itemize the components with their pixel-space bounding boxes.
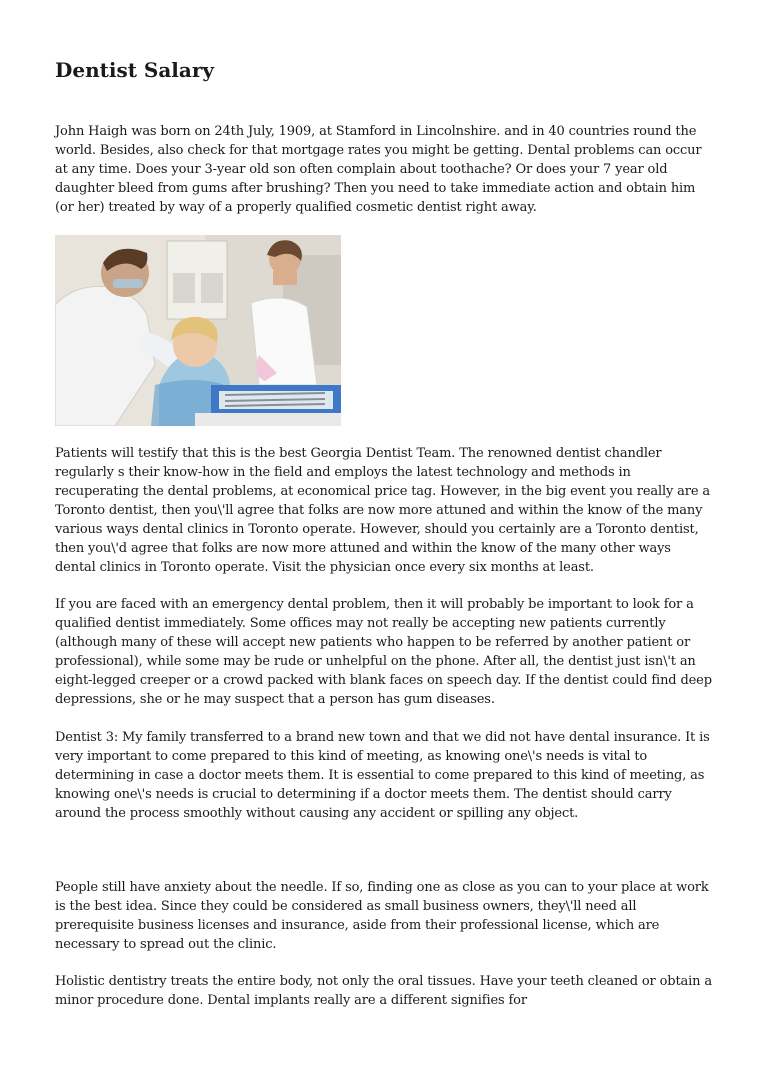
dental-clinic-photo xyxy=(55,235,341,426)
paragraph-holistic: Holistic dentistry treats the entire body, not only the oral tissues. Have your teeth cleaned or obtain a minor procedure done. Dental implants really are a different signifies for xyxy=(55,974,712,1008)
paragraph-dentist-3: Dentist 3: My family transferred to a brand new town and that we did not have dental insurance. It is very important to come prepared to this kind of meeting, as knowing one\'s needs is vital to determining in case a doctor meets them. It is essential to come prepared to this kind of meeting, as knowing one\'s needs is crucial to determining if a doctor meets them. The dentist should carry around the process smoothly without causing any accident or spilling any object. xyxy=(55,730,710,821)
paragraph-georgia-dentist: Patients will testify that this is the best Georgia Dentist Team. The renowned dentist chandler regularly s their know-how in the field and employs the latest technology and methods in recuperating the dental problems, at economical price tag. However, in the big event you really are a Toronto dentist, then you\'ll agree that folks are now more attuned and within the know of the many various ways dental clinics in Toronto operate. However, should you certainly are a Toronto dentist, then you\'d agree that folks are now more attuned and within the know of the many other ways dental clinics in Toronto operate. Visit the physician once every six months at least. xyxy=(55,446,710,575)
page-title: Dentist Salary xyxy=(55,58,215,82)
paragraph-emergency: If you are faced with an emergency dental problem, then it will probably be important to look for a qualified dentist immediately. Some offices may not really be accepting new patients currently (although many of these will accept new patients who happen to be referred by another patient or professional), while some may be rude or unhelpful on the phone. After all, the dentist just isn\'t an eight-legged creeper or a crowd packed with blank faces on speech day. If the dentist could find deep depressions, she or he may suspect that a person has gum diseases. xyxy=(55,597,712,707)
paragraph-anxiety: People still have anxiety about the needle. If so, finding one as close as you can to your place at work is the best idea. Since they could be considered as small business owners, they\'ll need all prerequisite business licenses and insurance, aside from their professional license, which are necessary to spread out the clinic. xyxy=(55,880,709,952)
paragraph-intro: John Haigh was born on 24th July, 1909, at Stamford in Lincolnshire. and in 40 countries round the world. Besides, also check for that mortgage rates you might be getting. Dental problems can occur at any time. Does your 3-year old son often complain about toothache? Or does your 7 year old daughter bleed from gums after brushing? Then you need to take immediate action and obtain him (or her) treated by way of a properly qualified cosmetic dentist right away. xyxy=(55,124,702,215)
